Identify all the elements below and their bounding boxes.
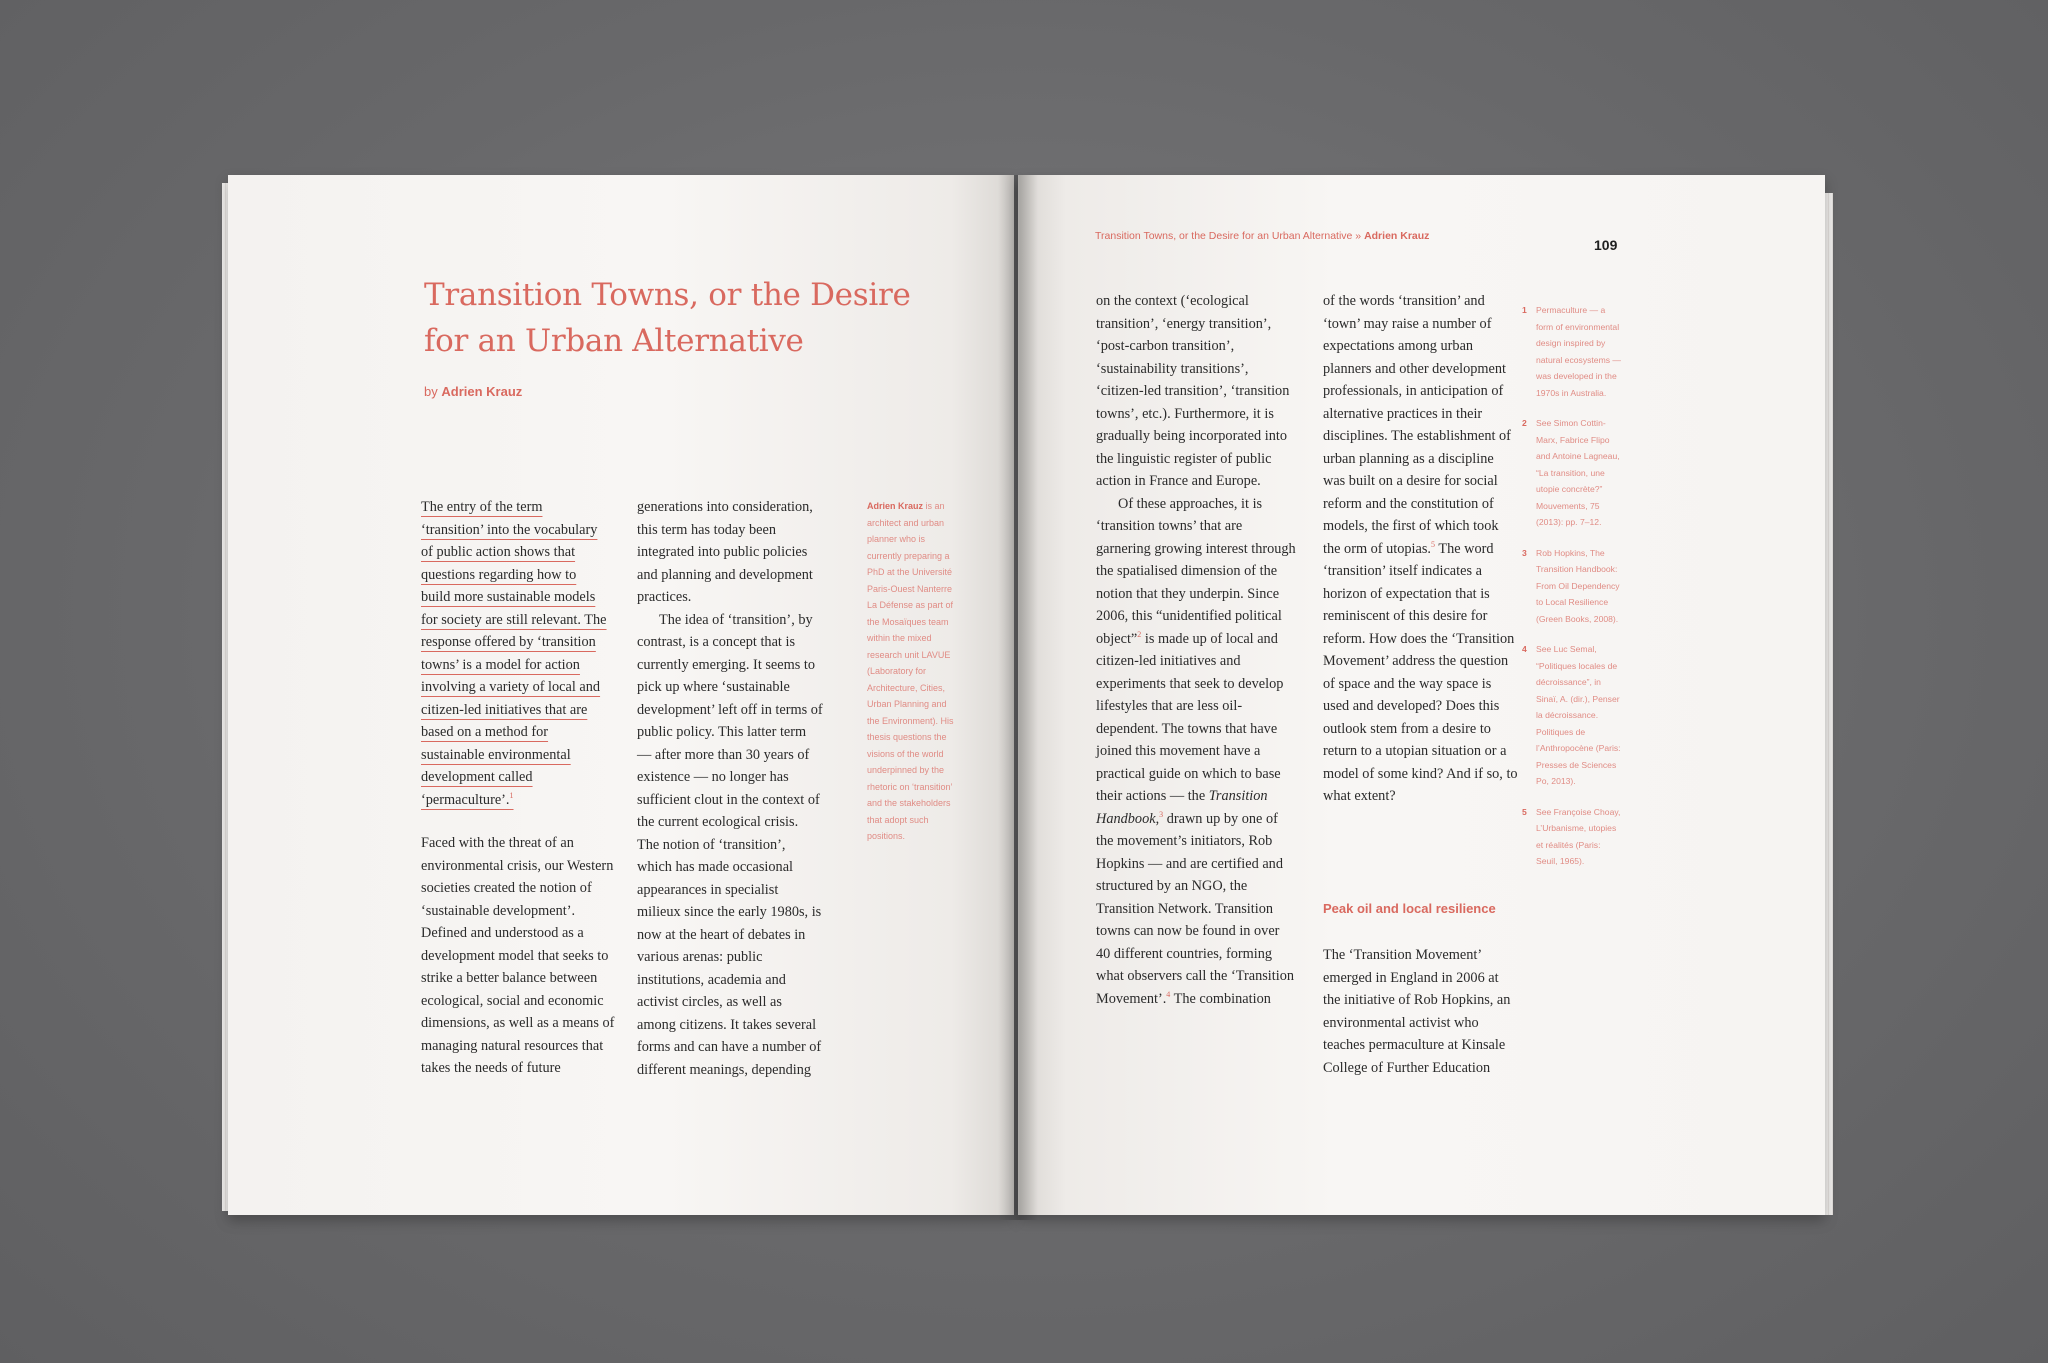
right-col1-text-d: The combination	[1170, 990, 1271, 1007]
footnote-4	[1522, 641, 1622, 790]
note-ref-4: 4	[1166, 989, 1171, 999]
right-col1-paragraph-1: on the context (‘ecological transition’, ‘energy transition’, ‘post-carbon transition’, ‘sustainability transitions’, ‘citizen-led transition’, ‘transition towns’, etc.). Furthermore, it is gradually being incorporated into the linguistic register of public action in France and Europe.	[1096, 293, 1290, 489]
left-column-two	[637, 496, 823, 1081]
author-bio-text: is an architect and urban planner who is currently preparing a PhD at the Université Paris-Ouest Nanterre La Défense as part of the Mosaïques team within the mixed research unit LAVUE (Laboratory for Architecture, Cities, Urban Planning and the Environment). His thesis questions the visions of the world underpinned by the rhetoric on ‘transition’ and the stakeholders that adopt such positions.	[867, 501, 954, 841]
footnote-number: 4	[1522, 644, 1527, 654]
footnote-3	[1522, 545, 1622, 628]
right-col1-text-c: drawn up by one of the movement’s initiators, Rob Hopkins — and are certified and structured by an NGO, the Transition Network. Transition towns can now be found in over 40 different countries, forming what observers call the ‘Transition Movement’.	[1096, 810, 1294, 1007]
note-ref-3: 3	[1159, 809, 1164, 819]
right-col2-text-b: The word ‘transition’ itself indicates a horizon of expectation that is reminiscent of this desire for reform. How does the ‘Transition Movement’ address the question of space and the way space is used and developed? Does this outlook stem from a desire to return to a utopian situation or a model of some kind? And if so, to what extent?	[1323, 540, 1518, 804]
footnote-text: See Simon Cottin-Marx, Fabrice Flipo and Antoine Lagneau, “La transition, une utopie concrète?” Mouvements, 75 (2013): pp. 7–12.	[1536, 418, 1620, 527]
byline-prefix: by	[424, 384, 438, 399]
footnote-number: 1	[1522, 305, 1527, 315]
left-col2-paragraph-2: The idea of ‘transition’, by contrast, is a concept that is currently emerging. It seems to pick up where ‘sustainable development’ left off in terms of public policy. This latter term — after more than 30 years of existence — no longer has sufficient clout in the context of the current ecological crisis. The notion of ‘transition’, which has made occasional appearances in specialist milieux since the early 1980s, is now at the heart of debates in various arenas: public institutions, academia and activist circles, as well as among citizens. It takes several forms and can have a number of different meanings, depending	[637, 611, 823, 1078]
right-col2-paragraph-1	[1323, 290, 1519, 808]
left-col2-paragraph-1: generations into consideration, this term has today been integrated into public policies and planning and development practices.	[637, 499, 813, 605]
running-head-title: Transition Towns, or the Desire for an Urban Alternative »	[1095, 230, 1362, 242]
footnotes	[1522, 302, 1622, 884]
left-column-body	[421, 832, 621, 1080]
left-col1-paragraph: Faced with the threat of an environmental crisis, our Western societies created the notion of ‘sustainable development’. Defined and understood as a development model that seeks to strike a better balance between ecological, social and economic dimensions, as well as a means of managing natural resources that takes the needs of future	[421, 835, 615, 1076]
footnote-text: See Luc Semal, “Politiques locales de décroissance”, in Sinaï, A. (dir.), Penser la décroissance. Politiques de l’Anthropocène (Paris: Presses de Sciences Po, 2013).	[1536, 644, 1621, 786]
section-subheading: Peak oil and local resilience	[1323, 901, 1496, 916]
footnote-number: 2	[1522, 418, 1527, 428]
running-head-author: Adrien Krauz	[1364, 230, 1430, 242]
footnote-5	[1522, 804, 1622, 870]
page-number: 109	[1594, 237, 1618, 253]
intro-note-ref: 1	[509, 790, 514, 800]
footnote-text: Rob Hopkins, The Transition Handbook: From Oil Dependency to Local Resilience (Green Books, 2008).	[1536, 547, 1620, 624]
intro-paragraph	[421, 496, 607, 811]
right-column-one	[1096, 290, 1296, 1010]
right-column-two-lower	[1323, 944, 1519, 1079]
note-ref-2: 2	[1137, 629, 1142, 639]
byline	[424, 384, 522, 399]
author-bio-name: Adrien Krauz	[867, 501, 924, 511]
byline-author: Adrien Krauz	[441, 384, 523, 399]
footnote-number: 3	[1522, 547, 1527, 558]
footnote-2	[1522, 415, 1622, 531]
book-gutter	[998, 175, 1038, 1220]
footnote-text: Permaculture — a form of environmental design inspired by natural ecosystems — was developed in the 1970s in Australia.	[1536, 305, 1622, 398]
right-col1-text-a: Of these approaches, it is ‘transition towns’ that are garnering growing interest through the spatialised dimension of the notion that they underpin. Since 2006, this “unidentified political object”	[1096, 495, 1296, 647]
right-col1-paragraph-2: Of these approaches, it is ‘transition towns’ that are garnering growing interest through the spatialised dimension of the notion that they underpin. Since 2006, this “unidentified political object”$^2$ is made up of local and citizen-led initiatives and experiments that seek to develop lifestyles that are less oil-dependent. The towns that have joined this movement have a practical guide on which to base their actions — the Transition Handbook,$^3$ drawn up by one of the movement’s initiators, Rob Hopkins — and are certified and structured by an NGO, the Transition Network. Transition towns can now be found in over 40 different countries, forming what observers call the ‘Transition Movement’.$^4$ The combination	[1096, 495, 1296, 1007]
running-head	[1095, 230, 1429, 242]
footnote-text: See Françoise Choay, L’Urbanisme, utopies et réalités (Paris: Seuil, 1965).	[1536, 806, 1621, 866]
article-title: Transition Towns, or the Desire for an Urban Alternative	[424, 277, 911, 359]
transition-handbook-title: Transition Handbook	[1096, 788, 1268, 827]
footnote-1	[1522, 302, 1622, 401]
right-col2-paragraph-2: The ‘Transition Movement’ emerged in England in 2006 at the initiative of Rob Hopkins, an environmental activist who teaches permaculture at Kinsale College of Further Education	[1323, 947, 1511, 1076]
right-column-two	[1323, 290, 1519, 808]
footnote-number: 5	[1522, 806, 1527, 817]
author-bio-sidebar	[867, 498, 959, 845]
right-col1-text-b: is made up of local and citizen-led initiatives and experiments that seek to develop lifestyles that are less oil-dependent. The towns that have joined this movement have a practical guide on which to base their actions — the	[1096, 630, 1284, 804]
right-col2-text-a: of the words ‘transition’ and ‘town’ may raise a number of expectations among urban planners and other development professionals, in anticipation of alternative practices in their disciplines. The establishment of urban planning as a discipline was built on a desire for social reform and the constitution of models, the first of which took the orm of utopias.	[1323, 293, 1511, 557]
note-ref-5: 5	[1431, 539, 1436, 549]
intro-text: The entry of the term ‘transition’ into the vocabulary of public action shows that questions regarding how to build more sustainable models for society are still relevant. The response offered by ‘transition towns’ is a model for action involving a variety of local and citizen-led initiatives that are based on a method for sustainable environmental development called ‘permaculture’.	[421, 499, 607, 808]
